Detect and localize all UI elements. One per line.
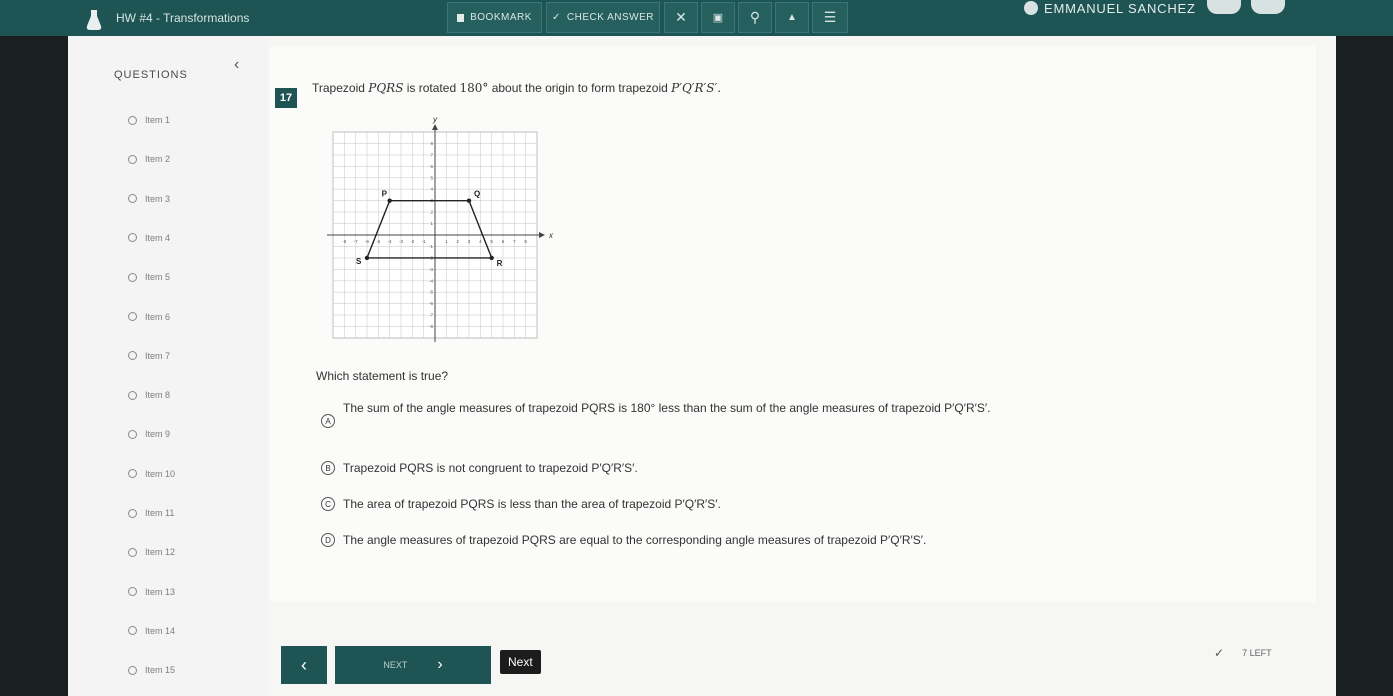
sidebar-item-label: Item 6 [145, 311, 171, 322]
y-tick-label: 5 [430, 175, 433, 181]
sidebar-item-label: Item 15 [145, 665, 176, 676]
x-tick-label: 1 [445, 239, 448, 244]
sidebar-item-label: Item 3 [145, 193, 171, 204]
choice-text: The area of trapezoid PQRS is less than the area of trapezoid P′Q′R′S′. [343, 497, 721, 511]
choice-letter-badge: B [321, 461, 335, 475]
status-circle-icon [128, 351, 137, 360]
x-tick-label: -1 [421, 239, 426, 244]
sidebar-item[interactable] [128, 154, 170, 164]
status-circle-icon [128, 194, 137, 203]
x-tick-label: 8 [524, 239, 527, 244]
checkmark-icon: ✓ [1214, 646, 1225, 660]
x-tick-label: -4 [387, 239, 392, 244]
top-bar [0, 0, 1393, 36]
questions-sidebar [68, 36, 268, 696]
x-tick-label: -5 [376, 239, 381, 244]
vertex-point [489, 256, 493, 260]
magnifier-icon: ⚲ [749, 9, 761, 25]
y-tick-label: -7 [428, 312, 433, 318]
eliminator-button[interactable] [664, 2, 698, 33]
status-circle-icon [128, 509, 137, 518]
previous-button[interactable] [281, 646, 327, 684]
vertex-point [365, 256, 369, 260]
status-circle-icon [128, 116, 137, 125]
x-tick-label: -8 [342, 239, 347, 244]
close-icon: ✕ [675, 9, 687, 25]
coordinate-graph [323, 115, 553, 344]
x-tick-label: -6 [364, 239, 370, 244]
sidebar-item-label: Item 7 [145, 350, 171, 361]
status-circle-icon [128, 430, 137, 439]
sidebar-item[interactable] [128, 351, 170, 361]
next-button[interactable]: NEXT › [335, 646, 491, 684]
sidebar-item-label: Item 9 [145, 429, 171, 440]
y-tick-label: -8 [428, 324, 433, 330]
sidebar-item[interactable] [128, 547, 175, 557]
x-tick-label: -2 [410, 239, 415, 244]
bookmark-button[interactable]: BOOKMARK [447, 2, 542, 33]
x-tick-label: -7 [353, 239, 358, 244]
remaining-count: ✓ 7 LEFT [1214, 646, 1272, 660]
sidebar-item[interactable] [128, 390, 170, 400]
choice-text: The sum of the angle measures of trapezoid PQRS is 180° less than the sum of the angle measures of trapezoid P′Q′R′S′. [343, 401, 991, 415]
x-tick-label: 3 [467, 239, 471, 244]
x-tick-label: 4 [479, 239, 482, 244]
sidebar-item-label: Item 1 [145, 115, 171, 125]
sidebar-item-label: Item 2 [145, 154, 171, 165]
reference-sheet-icon: ☰ [823, 9, 837, 25]
sidebar-item[interactable] [128, 233, 170, 243]
choice-letter-badge: C [321, 497, 335, 511]
x-tick-label: 6 [501, 239, 505, 244]
choice-text: The angle measures of trapezoid PQRS are equal to the corresponding angle measures of trapezoid P′Q′R′S′. [343, 533, 927, 547]
status-circle-icon [128, 312, 137, 321]
sidebar-item-label: Item 13 [145, 586, 176, 597]
user-avatar-icon [1024, 1, 1038, 15]
sidebar-item-label: Item 5 [145, 272, 171, 283]
sidebar-item[interactable] [128, 429, 170, 439]
x-axis-label: x [549, 231, 553, 240]
x-tick-label: 7 [513, 239, 516, 244]
checkmark-icon: ✓ [551, 12, 561, 23]
y-tick-label: 7 [430, 152, 433, 158]
chevron-left-icon: ‹ [301, 654, 307, 675]
info-button[interactable] [1207, 0, 1241, 14]
bookmark-icon [457, 14, 464, 22]
calculator-button[interactable] [701, 2, 735, 33]
highlighter-button[interactable] [775, 2, 809, 33]
y-tick-label: 8 [430, 140, 433, 146]
sidebar-item-label: Item 8 [145, 390, 171, 401]
status-circle-icon [128, 391, 137, 400]
status-circle-icon [128, 548, 137, 557]
questions-heading: QUESTIONS [114, 69, 188, 81]
zoom-button[interactable] [738, 2, 772, 33]
y-tick-label: 6 [430, 163, 433, 169]
vertex-label: S [356, 256, 362, 266]
sidebar-item[interactable] [128, 115, 170, 125]
sidebar-item[interactable] [128, 312, 170, 322]
sidebar-item-label: Item 4 [145, 232, 171, 243]
question-text: Trapezoid PQRS is rotated 180° about the origin to form trapezoid P′Q′R′S′. [312, 81, 722, 95]
y-tick-label: -3 [428, 266, 433, 272]
answer-choice-d[interactable] [321, 532, 926, 548]
answer-choice-c[interactable] [321, 496, 721, 512]
status-circle-icon [128, 626, 137, 635]
help-button[interactable] [1251, 0, 1285, 14]
sidebar-item-label: Item 11 [145, 508, 175, 518]
y-tick-label: 2 [430, 209, 433, 215]
chevron-right-icon: › [437, 656, 443, 673]
sidebar-item-label: Item 14 [145, 625, 176, 636]
status-circle-icon [128, 273, 137, 282]
user-menu[interactable]: EMMANUEL SANCHEZ [1024, 0, 1196, 16]
vertex-label: P [381, 189, 388, 199]
vertex-label: R [496, 258, 503, 268]
y-tick-label: 1 [430, 221, 433, 227]
y-axis-arrow [432, 124, 438, 130]
status-circle-icon [128, 587, 137, 596]
reference-button[interactable] [812, 2, 848, 33]
status-circle-icon [128, 666, 137, 675]
choice-letter-badge: A [321, 414, 335, 428]
sidebar-item[interactable] [128, 272, 170, 282]
assignment-title: HW #4 - Transformations [116, 11, 250, 25]
choice-text: Trapezoid PQRS is not congruent to trapezoid P′Q′R′S′. [343, 461, 638, 475]
sidebar-item[interactable] [128, 626, 175, 636]
x-tick-label: 5 [490, 239, 493, 244]
vertex-point [467, 198, 471, 202]
x-tick-label: 2 [456, 239, 459, 244]
y-tick-label: -5 [428, 289, 433, 295]
sidebar-item[interactable] [128, 587, 175, 597]
question-number: 17 [275, 88, 297, 108]
sidebar-item[interactable] [128, 665, 175, 675]
x-tick-label: -3 [398, 239, 404, 244]
y-tick-label: 3 [430, 198, 433, 204]
choice-letter-badge: D [321, 533, 335, 547]
y-tick-label: -1 [428, 243, 433, 249]
sidebar-item[interactable] [128, 508, 174, 518]
next-tooltip: Next [500, 650, 541, 674]
y-tick-label: -4 [428, 278, 433, 284]
sidebar-item[interactable] [128, 194, 170, 204]
status-circle-icon [128, 233, 137, 242]
sidebar-item[interactable] [128, 469, 175, 479]
y-tick-label: -2 [428, 255, 433, 261]
collapse-sidebar-icon[interactable]: ‹ [234, 56, 240, 73]
app-logo-icon [86, 10, 102, 30]
question-prompt: Which statement is true? [316, 369, 449, 383]
status-circle-icon [128, 155, 137, 164]
sidebar-item-label: Item 10 [145, 468, 176, 479]
y-tick-label: -6 [428, 301, 433, 307]
vertex-point [387, 198, 391, 202]
answer-choice-b[interactable] [321, 460, 638, 476]
sidebar-item-label: Item 12 [145, 547, 176, 558]
check-answer-button[interactable]: ✓ CHECK ANSWER [546, 2, 660, 33]
y-tick-label: 4 [430, 186, 433, 192]
calculator-icon: ▣ [712, 12, 724, 24]
highlighter-icon: ▲ [787, 12, 797, 23]
status-circle-icon [128, 469, 137, 478]
answer-choice-a[interactable] [321, 400, 1061, 428]
y-axis-label: y [433, 115, 437, 124]
vertex-label: Q [474, 189, 481, 199]
